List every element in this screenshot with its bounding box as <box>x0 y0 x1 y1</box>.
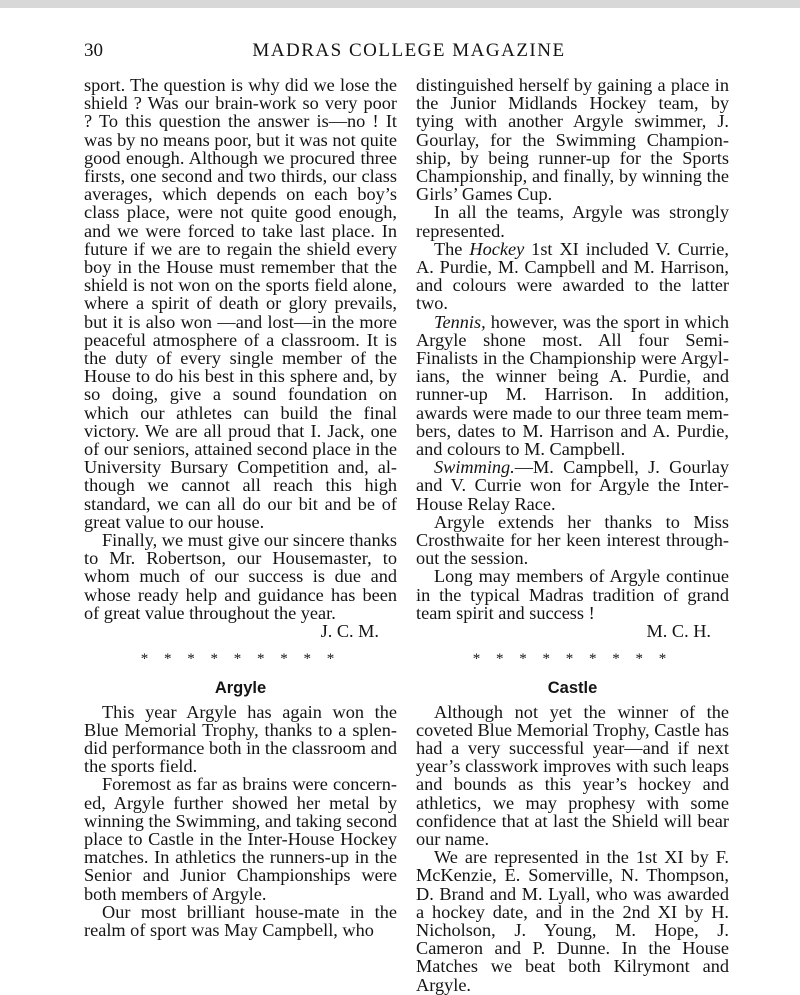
paragraph <box>416 240 729 313</box>
left-column <box>84 76 397 939</box>
paragraph: distinguished herself by gaining a place in the Junior Midlands Hockey team, by tying with another Argyle swimmer, J. Gourlay, for the Swimming Championship, by being runner-up for the Sports Championship, and finally, by winning the Girls’ Games Cup. <box>416 75 729 205</box>
paragraph: Finally, we must give our sincere thanks to Mr. Robertson, our Housemaster, to whom much of our success is due and whose ready help and guidance has been of great value throughout the year. <box>84 530 397 623</box>
text-run: The <box>434 238 470 259</box>
section-heading-argyle: Argyle <box>214 678 267 697</box>
right-column <box>416 76 729 994</box>
paragraph: Although not yet the winner of the coveted Blue Memorial Trophy, Castle has had a very successful year—and if next year’s classwork improves with such leaps and bounds as this year’s hockey and athletics, we may prophesy with some confidence that at last the Shield will bear our name. <box>416 701 729 849</box>
paragraph: sport. The question is why did we lose the shield ? Was our brain-work so very poor ? To this question the answer is—no ! It was by no means poor, but it was not quite good enough. Although we procured three firsts, one second and two thirds, our class averages, which depends on each boy’s class place, were not quite good enough, and we were forced to take last place. In future if we are to regain the shield every boy in the House must remember that the shield is not won on the sports field alone, where a spirit of death or glory prevails, but it is also won —and lost—in the more peaceful atmosphere of a classroom. It is the duty of every single member of the House to do his best in this sphere and, by so doing, give a sound foundation on which our athletes can build the final victory. We are all proud that I. Jack, one of our seniors, attained second place in the University Bursary Competition and, although we cannot all reach this high standard, we can all do our bit and be of great value to our house. <box>84 75 397 532</box>
emphasis: Hockey <box>469 238 525 259</box>
paragraph <box>416 458 729 513</box>
paragraph: This year Argyle has again won the Blue Memorial Trophy, thanks to a splendid performance both in the classroom and the sports field. <box>84 701 397 777</box>
paragraph <box>416 313 729 459</box>
running-title: MADRAS COLLEGE MAGAZINE <box>252 40 566 61</box>
text-run: however, was the sport in which Argyle shone most. All four Semi-Finalists in the Championship were Argylians, the winner being A. Purdie, and runner-up M. Harrison. In addition, awards were made to our three team members, dates to M. Harrison and A. Purdie, and colours to M. Campbell. <box>416 311 729 460</box>
paragraph: Our most brilliant house-mate in the realm of sport was May Campbell, who <box>84 901 397 940</box>
paragraph: Foremost as far as brains were concerned, Argyle further showed her metal by winning the Swimming, and taking second place to Castle in the Inter-House Hockey matches. In athletics the runners-up in the Senior and Junior Championships were both members of Argyle. <box>84 774 397 904</box>
signature: J. C. M. <box>320 621 379 642</box>
emphasis: Tennis, <box>434 311 486 332</box>
top-edge-rule <box>0 0 800 8</box>
paragraph: In all the teams, Argyle was strongly represented. <box>416 202 729 241</box>
section-divider: * * * * * * * * * <box>472 651 673 668</box>
section-divider: * * * * * * * * * <box>140 651 341 668</box>
paragraph: Long may members of Argyle continue in the typical Madras tradition of grand team spirit and success ! <box>416 566 729 623</box>
text-run: —M. Campbell, J. Gourlay and V. Currie won for Argyle the Inter-House Relay Race. <box>416 457 729 514</box>
page-header <box>84 40 734 68</box>
section-heading-castle: Castle <box>547 678 598 697</box>
page-number: 30 <box>84 40 103 61</box>
text-run: 1st XI included V. Currie, A. Purdie, M. Campbell and M. Harrison, and colours were awarded to the latter two. <box>416 238 729 314</box>
paragraph: We are represented in the 1st XI by F. McKenzie, E. Somerville, N. Thompson, D. Brand and M. Lyall, who was awarded a hockey date, and in the 2nd XI by H. Nicholson, J. Young, M. Hope, J. Cameron and P. Dunne. In the House Matches we beat both Kilrymont and Argyle. <box>416 847 729 995</box>
paragraph: Argyle extends her thanks to Miss Crosthwaite for her keen interest throughout the session. <box>416 511 729 569</box>
emphasis: Swimming. <box>434 457 515 478</box>
signature: M. C. H. <box>646 621 711 642</box>
